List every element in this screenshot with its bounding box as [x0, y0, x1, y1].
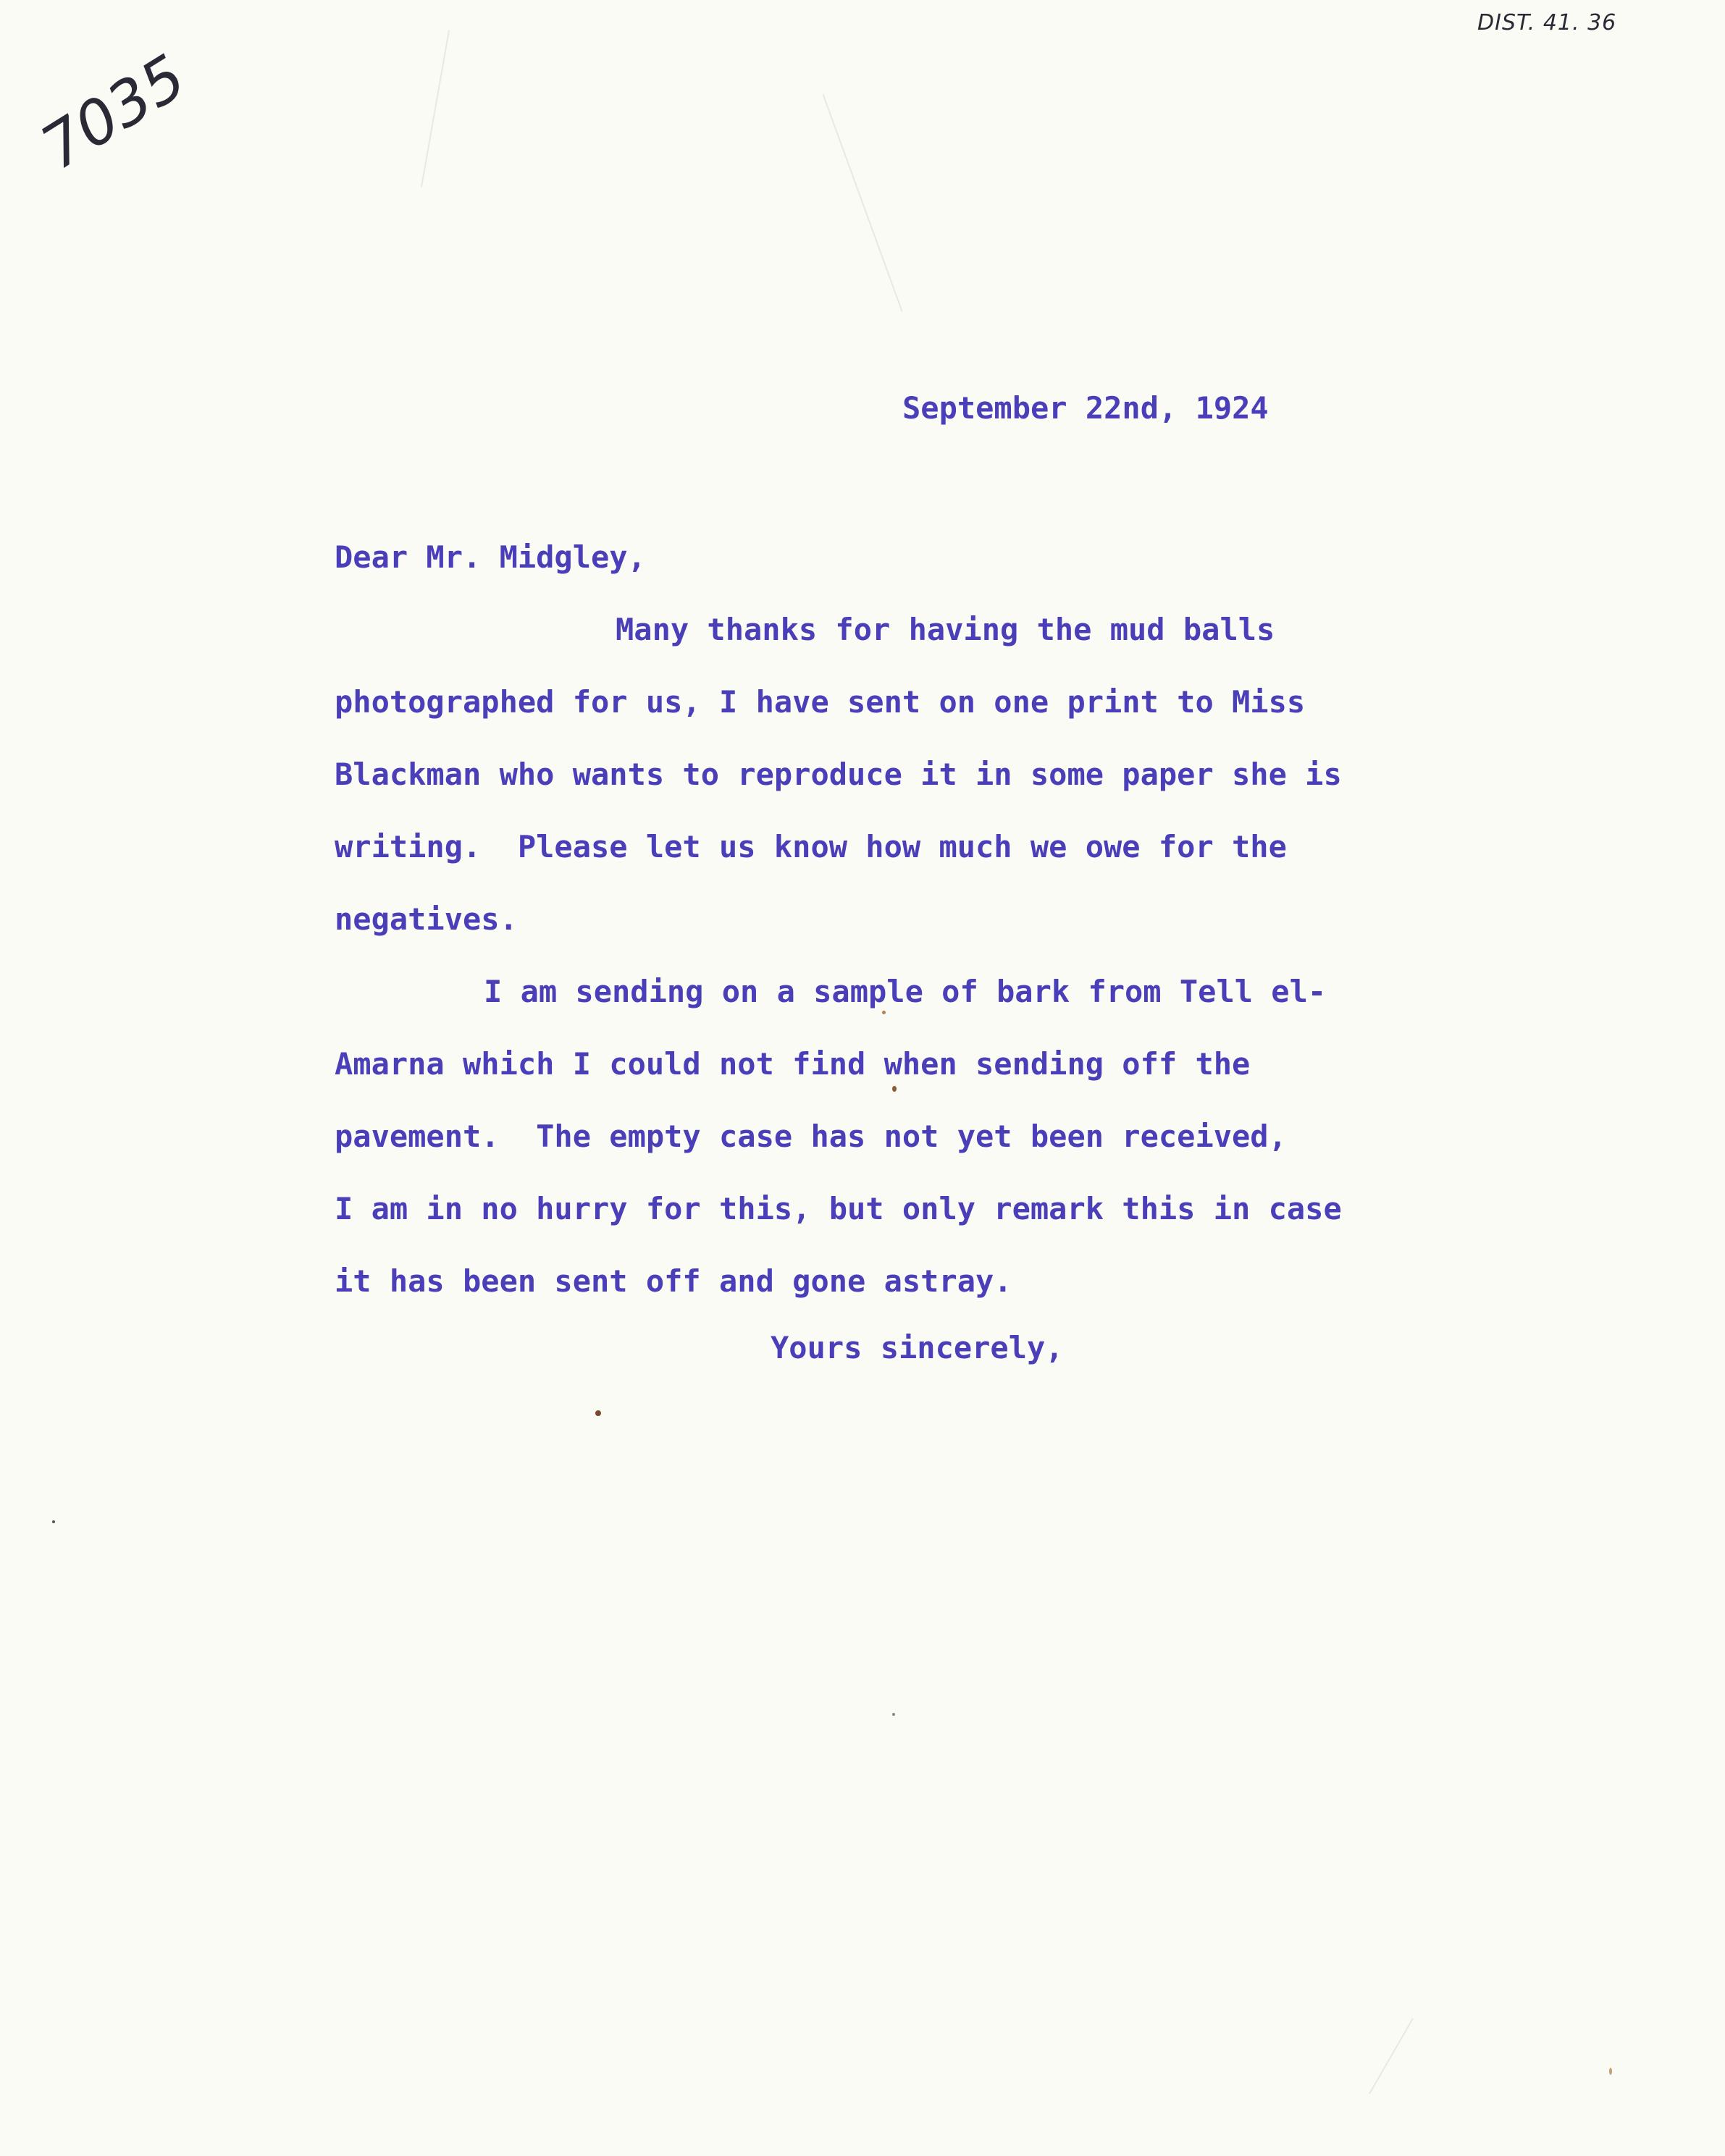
body-line: Many thanks for having the mud balls — [616, 612, 1275, 647]
paper-speck — [52, 1520, 55, 1523]
paper-speck — [882, 1011, 886, 1014]
body-line: writing. Please let us know how much we owe for the — [335, 829, 1287, 864]
body-line: Amarna which I could not find when sending off the — [335, 1046, 1251, 1082]
body-line: pavement. The empty case has not yet been received, — [335, 1119, 1287, 1154]
body-line: it has been sent off and gone astray. — [335, 1263, 1012, 1299]
body-line: negatives. — [335, 901, 518, 937]
paper-crease — [1369, 2018, 1414, 2094]
closing: Yours sincerely, — [771, 1330, 1064, 1365]
paper-speck — [595, 1410, 601, 1416]
paper-speck — [1609, 2068, 1612, 2075]
body-line: Blackman who wants to reproduce it in some paper she is — [335, 757, 1342, 792]
paper-speck — [892, 1713, 895, 1716]
file-reference-annotation: DIST. 41. 36 — [1477, 10, 1617, 35]
paper-crease — [822, 93, 902, 311]
body-line: I am sending on a sample of bark from Tell el- — [484, 974, 1327, 1009]
paper-speck — [892, 1086, 897, 1092]
salutation: Dear Mr. Midgley, — [335, 539, 646, 575]
body-line: I am in no hurry for this, but only remark this in case — [335, 1191, 1342, 1226]
body-line: photographed for us, I have sent on one print to Miss — [335, 684, 1306, 720]
letter-date: September 22nd, 1924 — [902, 390, 1269, 426]
paper-crease — [421, 30, 450, 187]
catalog-number-annotation: 7035 — [29, 41, 198, 184]
